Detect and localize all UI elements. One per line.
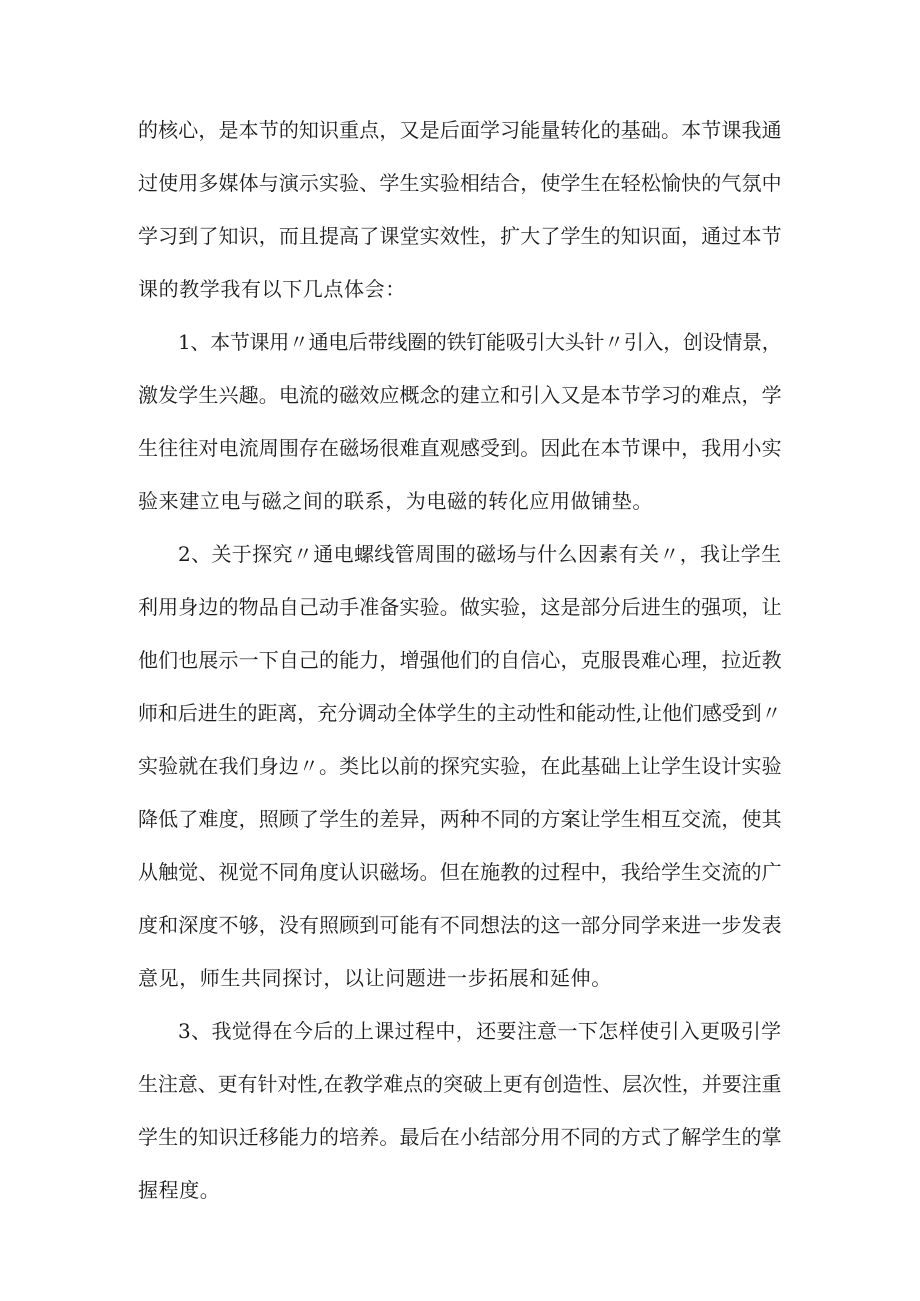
paragraph-line: 过使用多媒体与演示实验、学生实验相结合，使学生在轻松愉快的气氛中	[138, 171, 782, 195]
paragraph-line: 度和深度不够，没有照顾到可能有不同想法的这一部分同学来进一步发表	[138, 913, 782, 937]
paragraph-line: 从触觉、视觉不同角度认识磁场。但在施教的过程中，我给学生交流的广	[138, 860, 782, 884]
paragraph-line: 课的教学我有以下几点体会：	[138, 277, 406, 301]
paragraph-line: 2、关于探究〃通电螺线管周围的磁场与什么因素有关〃，我让学生	[178, 542, 782, 566]
paragraph-line: 的核心，是本节的知识重点，又是后面学习能量转化的基础。本节课我通	[138, 118, 782, 142]
paragraph-line: 师和后进生的距离，充分调动全体学生的主动性和能动性,让他们感受到〃	[138, 701, 782, 725]
paragraph-line: 他们也展示一下自己的能力，增强他们的自信心，克服畏难心理，拉近教	[138, 648, 782, 672]
paragraph-line: 意见，师生共同探讨，以让问题进一步拓展和延伸。	[138, 966, 612, 990]
paragraph-line: 生注意、更有针对性,在教学难点的突破上更有创造性、层次性，并要注重	[138, 1072, 782, 1096]
paragraph-line: 3、我觉得在今后的上课过程中，还要注意一下怎样使引入更吸引学	[178, 1019, 782, 1043]
paragraph-line: 验来建立电与磁之间的联系，为电磁的转化应用做铺垫。	[138, 489, 653, 513]
paragraph-line: 学生的知识迁移能力的培养。最后在小结部分用不同的方式了解学生的掌	[138, 1125, 782, 1149]
paragraph-line: 学习到了知识，而且提高了课堂实效性，扩大了学生的知识面，通过本节	[138, 224, 782, 248]
paragraph-line: 降低了难度，照顾了学生的差异，两种不同的方案让学生相互交流，使其	[138, 807, 782, 831]
paragraph-line: 激发学生兴趣。电流的磁效应概念的建立和引入又是本节学习的难点，学	[138, 383, 782, 407]
paragraph-line: 握程度。	[138, 1178, 221, 1202]
paragraph-line: 生往往对电流周围存在磁场很难直观感受到。因此在本节课中，我用小实	[138, 436, 782, 460]
paragraph-line: 利用身边的物品自己动手准备实验。做实验，这是部分后进生的强项，让	[138, 595, 782, 619]
paragraph-line: 实验就在我们身边〃。类比以前的探究实验，在此基础上让学生设计实验	[138, 754, 782, 778]
paragraph-line: 1、本节课用〃通电后带线圈的铁钉能吸引大头针〃引入，创设情景，	[178, 330, 782, 354]
